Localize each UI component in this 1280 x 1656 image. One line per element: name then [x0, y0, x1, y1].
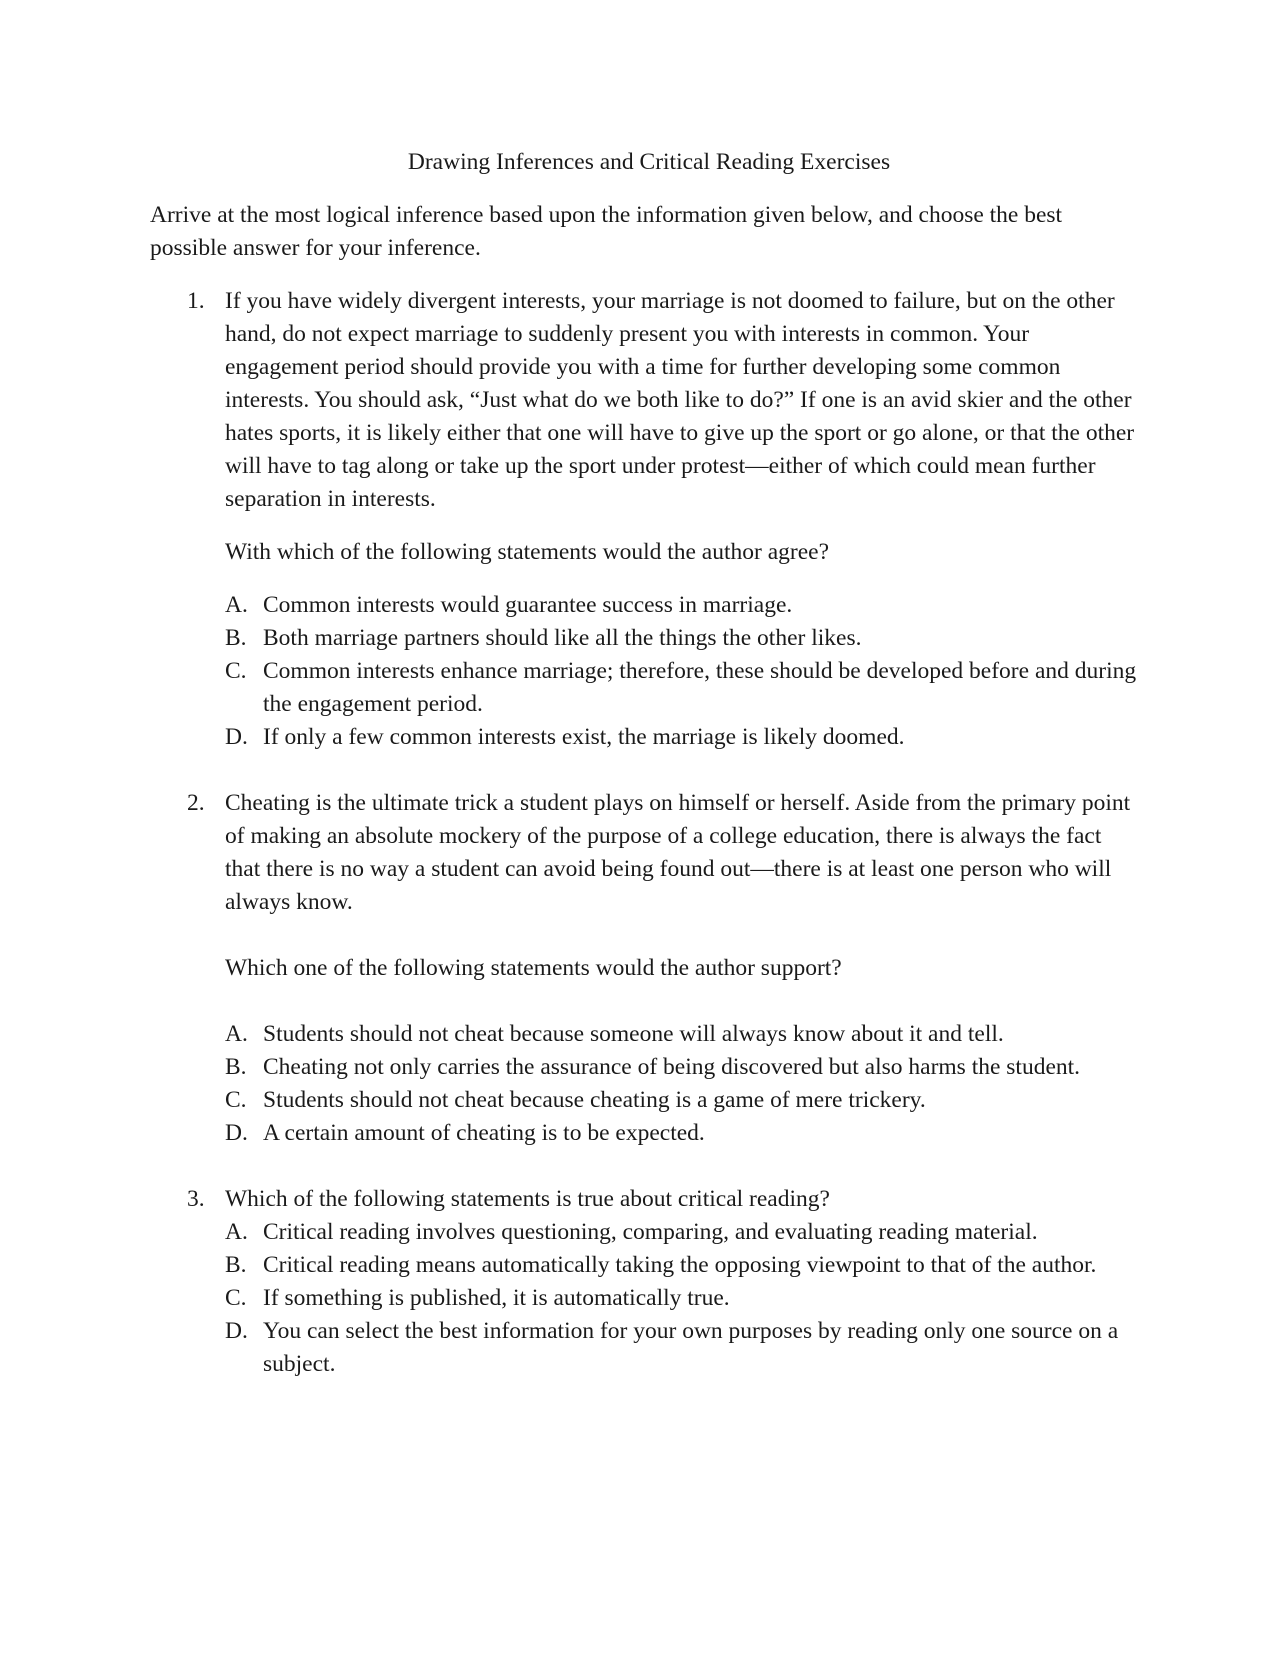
document-page [150, 146, 1140, 1381]
option-letter: C. [225, 1087, 247, 1113]
option-text: Both marriage partners should like all the things the other likes. [263, 625, 862, 651]
answer-options [225, 589, 1140, 754]
answer-option-c [225, 1282, 1140, 1315]
question-text: Which of the following statements is true about critical reading? [225, 1186, 830, 1212]
option-letter: C. [225, 658, 247, 684]
answer-option-c [225, 1084, 1140, 1117]
option-letter: B. [225, 1054, 247, 1080]
question-1 [150, 285, 1140, 754]
answer-option-b [225, 1249, 1140, 1282]
option-letter: A. [225, 592, 248, 618]
answer-option-d [225, 1117, 1140, 1150]
answer-option-b [225, 1051, 1140, 1084]
option-text: If only a few common interests exist, the marriage is likely doomed. [263, 724, 905, 750]
answer-option-a [225, 1216, 1140, 1249]
question-passage: Cheating is the ultimate trick a student plays on himself or herself. Aside from the primary point of making an absolute mockery of the purpose of a college education, there is always the fact that there is no way a student can avoid being found out—there is at least one person who will always know. [225, 790, 1131, 915]
page-title: Drawing Inferences and Critical Reading Exercises [407, 149, 891, 175]
option-letter: C. [225, 1285, 247, 1311]
question-number: 2. [187, 790, 205, 816]
question-2 [150, 787, 1140, 1150]
option-letter: A. [225, 1219, 248, 1245]
instructions: Arrive at the most logical inference based upon the information given below, and choose the best possible answer for your inference. [150, 202, 1063, 261]
option-text: Common interests enhance marriage; therefore, these should be developed before and during the engagement period. [263, 658, 1137, 717]
option-letter: A. [225, 1021, 248, 1047]
option-text: Critical reading means automatically taking the opposing viewpoint to that of the author. [263, 1252, 1097, 1278]
question-number: 1. [187, 288, 205, 314]
answer-option-d [225, 721, 1140, 754]
question-prompt: Which one of the following statements would the author support? [225, 955, 842, 981]
option-text: A certain amount of cheating is to be expected. [263, 1120, 705, 1146]
answer-option-d [225, 1315, 1140, 1381]
answer-options [225, 1018, 1140, 1150]
option-text: Students should not cheat because someone will always know about it and tell. [263, 1021, 1004, 1047]
option-text: Common interests would guarantee success in marriage. [263, 592, 793, 618]
answer-options [225, 1216, 1140, 1381]
question-number: 3. [187, 1186, 205, 1212]
question-prompt: With which of the following statements would the author agree? [225, 539, 830, 565]
option-text: You can select the best information for your own purposes by reading only one source on a subject. [263, 1318, 1119, 1377]
option-text: Students should not cheat because cheating is a game of mere trickery. [263, 1087, 926, 1113]
answer-option-a [225, 1018, 1140, 1051]
option-text: Critical reading involves questioning, comparing, and evaluating reading material. [263, 1219, 1038, 1245]
question-3 [150, 1183, 1140, 1381]
option-letter: D. [225, 1318, 248, 1344]
question-passage: If you have widely divergent interests, your marriage is not doomed to failure, but on the other hand, do not expect marriage to suddenly present you with interests in common. Your engagement period should provide you with a time for further developing some common interests. You should ask, “Just what do we both like to do?” If one is an avid skier and the other hates sports, it is likely either that one will have to give up the sport or go alone, or that the other will have to tag along or take up the sport under protest—either of which could mean further separation in interests. [225, 288, 1135, 512]
option-letter: D. [225, 1120, 248, 1146]
option-letter: D. [225, 724, 248, 750]
answer-option-a [225, 589, 1140, 622]
option-text: If something is published, it is automatically true. [263, 1285, 730, 1311]
answer-option-c [225, 655, 1140, 721]
option-text: Cheating not only carries the assurance of being discovered but also harms the student. [263, 1054, 1081, 1080]
option-letter: B. [225, 625, 247, 651]
option-letter: B. [225, 1252, 247, 1278]
answer-option-b [225, 622, 1140, 655]
